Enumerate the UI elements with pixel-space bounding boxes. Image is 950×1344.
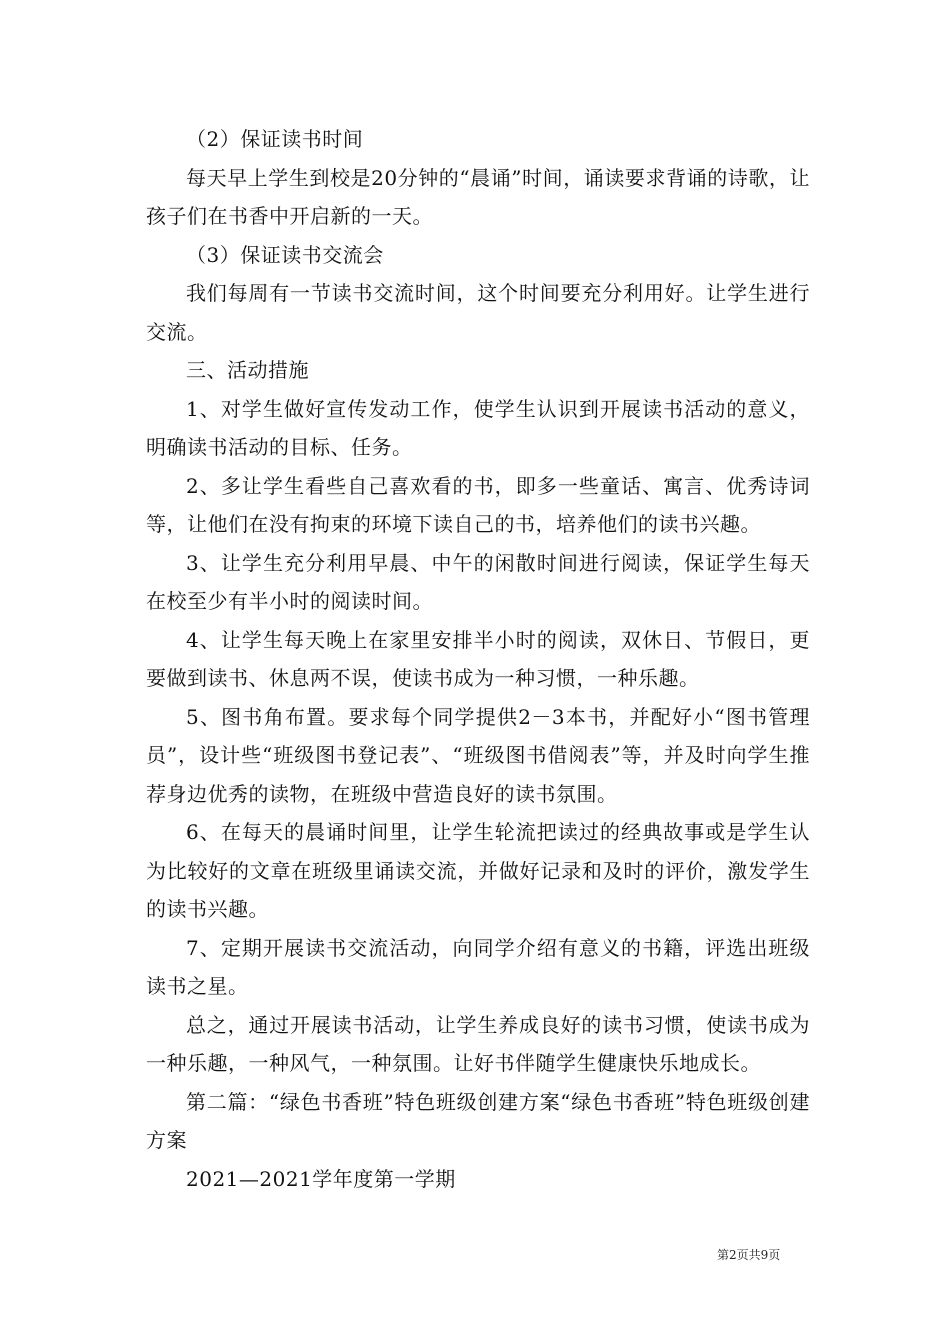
- list-item-1: 1、对学生做好宣传发动工作，使学生认识到开展读书活动的意义，明确读书活动的目标、任务。: [146, 396, 810, 459]
- list-item-5: 5、图书角布置。要求每个同学提供2－3本书，并配好小“图书管理员”，设计些“班级图书登记表”、“班级图书借阅表”等，并及时向学生推荐身边优秀的读物，在班级中营造良好的读书氛围。: [146, 704, 810, 806]
- list-item-2: 2、多让学生看些自己喜欢看的书，即多一些童话、寓言、优秀诗词等，让他们在没有拘束的环境下读自己的书，培养他们的读书兴趣。: [146, 473, 810, 536]
- list-item-4: 4、让学生每天晚上在家里安排半小时的阅读，双休日、节假日，更要做到读书、休息两不误，使读书成为一种习惯，一种乐趣。: [146, 627, 810, 690]
- paragraph-school-year: 2021—2021学年度第一学期: [186, 1166, 456, 1191]
- paragraph-weekly-exchange: 我们每周有一节读书交流时间，这个时间要充分利用好。让学生进行交流。: [146, 281, 810, 344]
- section-heading-measures: 三、活动措施: [186, 358, 309, 382]
- paragraph-summary: 总之，通过开展读书活动，让学生养成良好的读书习惯，使读书成为一种乐趣，一种风气，一种氛围。让好书伴随学生健康快乐地成长。: [146, 1012, 810, 1075]
- list-item-6: 6、在每天的晨诵时间里，让学生轮流把读过的经典故事或是学生认为比较好的文章在班级里诵读交流，并做好记录和及时的评价，激发学生的读书兴趣。: [146, 820, 810, 921]
- section-title-part-two: 第二篇：“绿色书香班”特色班级创建方案“绿色书香班”特色班级创建方案: [146, 1089, 810, 1152]
- paragraph-heading-2: （2）保证读书时间: [186, 127, 364, 151]
- paragraph-heading-3: （3）保证读书交流会: [186, 242, 384, 267]
- document-body: [146, 120, 810, 1198]
- paragraph-morning-recitation: 每天早上学生到校是20分钟的“晨诵”时间，诵读要求背诵的诗歌，让孩子们在书香中开启新的一天。: [146, 165, 810, 228]
- page-number-footer: 第2页共9页: [717, 1248, 781, 1262]
- list-item-3: 3、让学生充分利用早晨、中午的闲散时间进行阅读，保证学生每天在校至少有半小时的阅读时间。: [146, 550, 810, 613]
- list-item-7: 7、定期开展读书交流活动，向同学介绍有意义的书籍，评选出班级读书之星。: [146, 935, 810, 998]
